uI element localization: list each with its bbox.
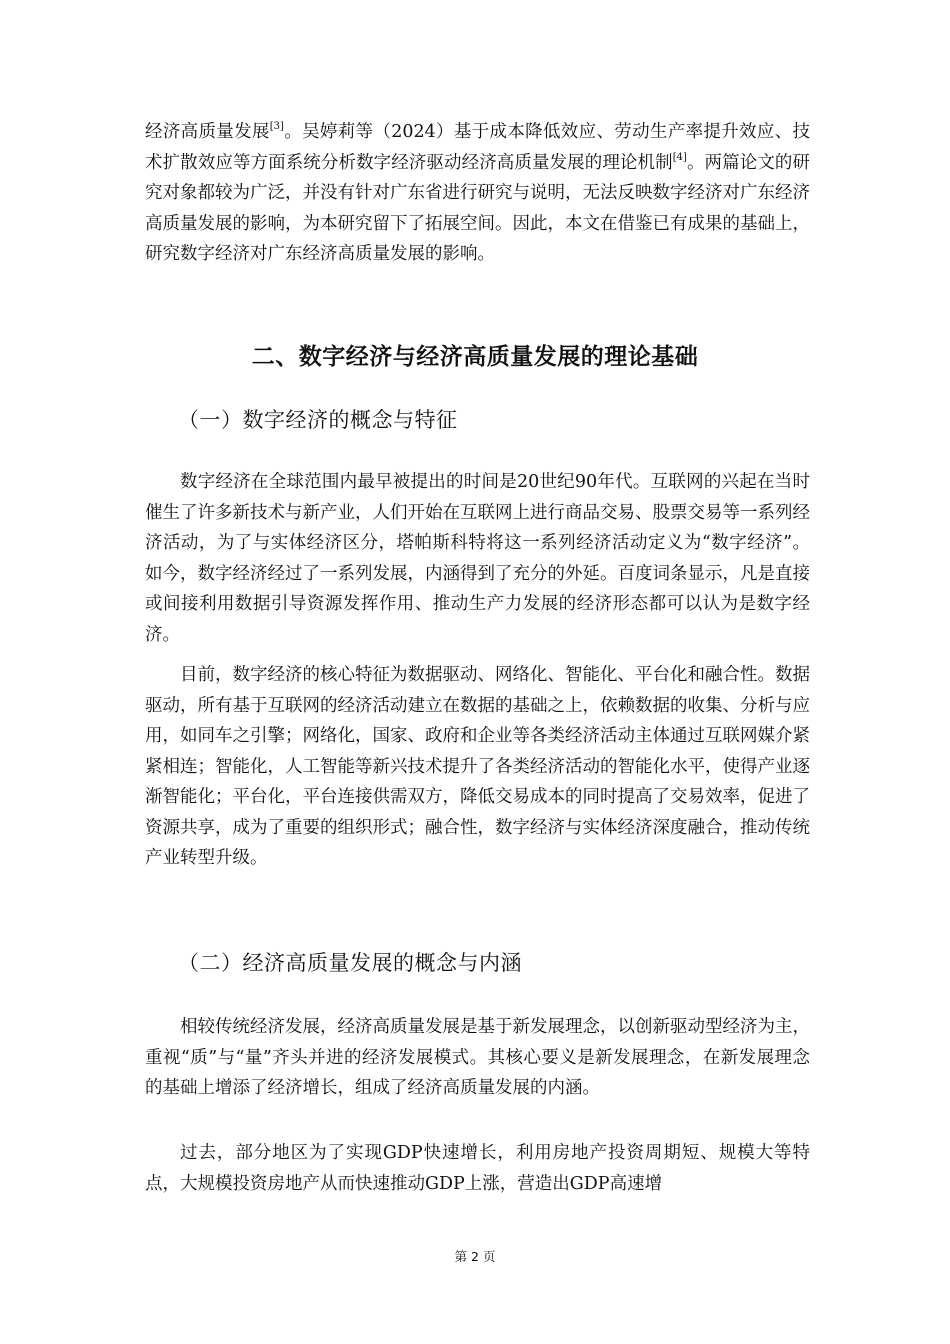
page-number: 第 2 页: [454, 1249, 496, 1264]
intro-paragraph: [145, 117, 810, 270]
subsection1-paragraph-1: 数字经济在全球范围内最早被提出的时间是20世纪90年代。互联网的兴起在当时催生了许多新技术与新产业，人们开始在互联网上进行商品交易、股票交易等一系列经济活动，为了与实体经济区分，塔帕斯科特将这一系列经济活动定义为“数字经济”。如今，数字经济经过了一系列发展，内涵得到了充分的外延。百度词条显示，凡是直接或间接利用数据引导资源发挥作用、推动生产力发展的经济形态都可以认为是数字经济。: [145, 472, 810, 645]
subsection2-paragraph-2: 过去，部分地区为了实现GDP快速增长，利用房地产投资周期短、规模大等特点，大规模投资房地产从而快速推动GDP上涨，营造出GDP高速增: [145, 1143, 810, 1194]
intro-text-part3: 。两篇论文的研究对象都较为广泛，并没有针对广东省进行研究与说明，无法反映数字经济对广东经济高质量发展的影响，为本研究留下了拓展空间。因此，本文在借鉴已有成果的基础上，研究数字经济对广东经济高质量发展的影响。: [145, 152, 811, 264]
section-heading: 二、数字经济与经济高质量发展的理论基础: [251, 344, 699, 370]
citation-4: [4]: [672, 151, 687, 163]
subsection1-paragraph-2: 目前，数字经济的核心特征为数据驱动、网络化、智能化、平台化和融合性。数据驱动，所有基于互联网的经济活动建立在数据的基础之上，依赖数据的收集、分析与应用，如同车之引擎；网络化，国家、政府和企业等各类经济活动主体通过互联网媒介紧紧相连；智能化，人工智能等新兴技术提升了各类经济活动的智能化水平，使得产业逐渐智能化；平台化，平台连接供需双方，降低交易成本的同时提高了交易效率，促进了资源共享，成为了重要的组织形式；融合性，数字经济与实体经济深度融合，推动传统产业转型升级。: [145, 665, 810, 868]
subsection2-paragraph-1: 相较传统经济发展，经济高质量发展是基于新发展理念，以创新驱动型经济为主，重视“质”与“量”齐头并进的经济发展模式。其核心要义是新发展理念，在新发展理念的基础上增添了经济增长，组成了经济高质量发展的内涵。: [145, 1017, 810, 1098]
subsection-heading-2: （二）经济高质量发展的概念与内涵: [178, 951, 522, 975]
citation-3: [3]: [269, 121, 284, 132]
intro-text-part2: 。吴婷莉等（2024）基于成本降低效应、劳动生产率提升效应、技术扩散效应等方面系统分析数字经济驱动经济高质量发展的理论机制: [145, 122, 810, 173]
subsection-heading-1: （一）数字经济的概念与特征: [178, 408, 458, 432]
intro-text-part1: 经济高质量发展: [145, 122, 270, 142]
